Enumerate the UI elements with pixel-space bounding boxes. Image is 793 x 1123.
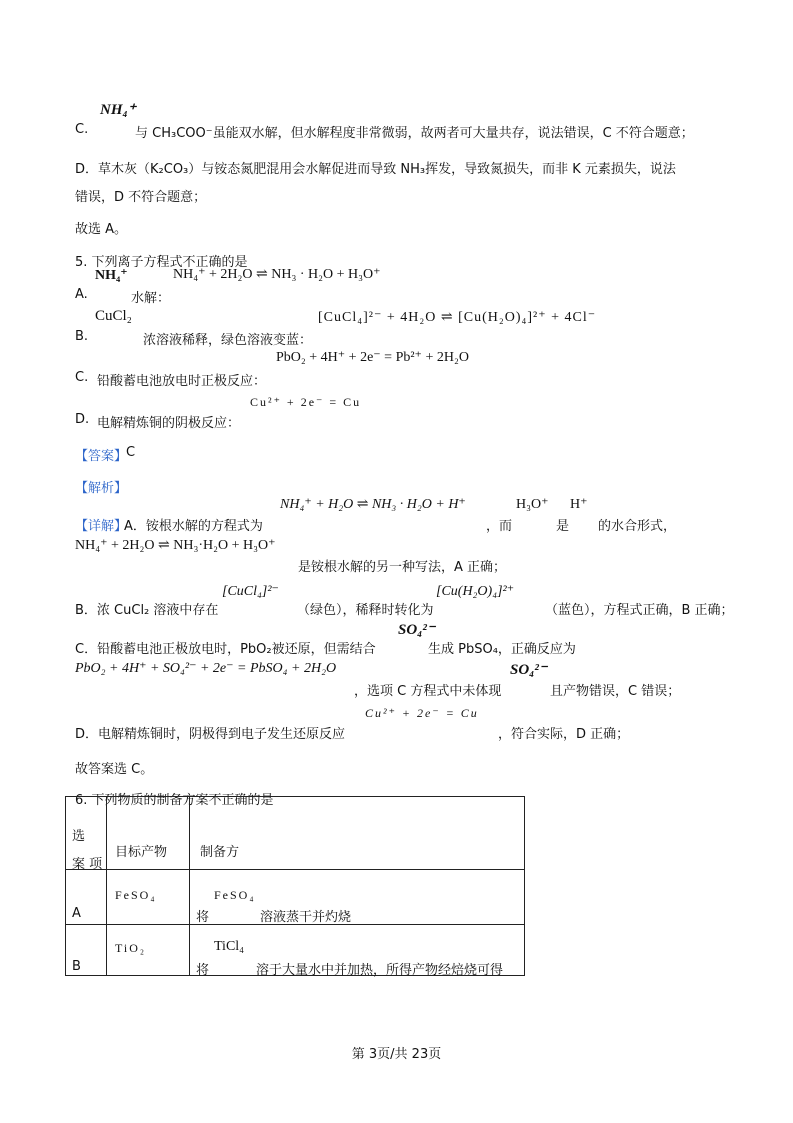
header-product-cell	[107, 797, 190, 870]
row-b-method-text: 溶于大量水中并加热，所得产物经焙烧可得	[256, 963, 504, 978]
item-c-text: 与 CH₃COO⁻虽能双水解，但水解程度非常微弱，故两者可大量共存，说法错误，C 不符合题意；	[135, 126, 694, 141]
header-product: 目标产物	[115, 845, 168, 860]
q5-b-text: 浓溶液稀释，绿色溶液变蓝：	[143, 333, 313, 348]
detail-a-equation2: NH₄⁺ + 2H₂O ⇌ NH₃·H₂O + H₃O⁺	[75, 538, 276, 553]
detail-c-so4: SO₄²⁻	[398, 622, 435, 638]
q5-conclusion: 故答案选 C。	[75, 762, 154, 777]
detail-d-equation: Cu²⁺ + 2e⁻ = Cu	[365, 706, 479, 720]
q5-c-text: 铅酸蓄电池放电时正极反应：	[97, 374, 267, 389]
item-d-line1: D．草木灰（K₂CO₃）与铵态氮肥混用会水解促进而导致 NH₃挥发，导致氮损失，而非 K 元素损失，说法	[75, 162, 676, 177]
item-d-line2: 错误，D 不符合题意；	[75, 190, 207, 205]
row-a-option: A	[72, 906, 81, 921]
header-option-cell	[66, 797, 107, 870]
row-b-option-cell	[66, 925, 107, 976]
item-c-label: C.	[75, 122, 89, 137]
table-header-row	[66, 797, 525, 870]
detail-b-ion1: [CuCl₄]²⁻	[222, 584, 279, 599]
detail-a-h3o: H₃O⁺	[516, 497, 549, 512]
detail-a-text4: 的水合形式，	[598, 519, 677, 534]
q5-d-equation: Cu²⁺ + 2e⁻ = Cu	[250, 395, 362, 409]
detail-d-text1: D．电解精炼铜时，阴极得到电子发生还原反应	[75, 727, 346, 742]
row-b-method-prefix: 将	[196, 963, 210, 978]
options-table	[65, 796, 525, 976]
row-b-reagent: TiCl₄	[214, 939, 245, 954]
detail-b-text2: （绿色），稀释时转化为	[297, 603, 434, 618]
q5-c-label: C.	[75, 370, 89, 385]
row-a-method-cell	[190, 870, 525, 925]
analysis-tag: 【解析】	[75, 481, 128, 496]
detail-d-text2: ，符合实际，D 正确；	[498, 727, 630, 742]
q5-b-ion: CuCl₂	[95, 308, 132, 324]
q5-a-text: 水解：	[131, 291, 171, 306]
detail-tag: 【详解】	[75, 519, 128, 534]
row-b-product-cell	[107, 925, 190, 976]
q6-title: 6. 下列物质的制备方案不正确的是	[75, 793, 274, 808]
row-a-method-text: 溶液蒸干并灼烧	[260, 910, 352, 925]
q5-c-equation: PbO₂ + 4H⁺ + 2e⁻ = Pb²⁺ + 2H₂O	[276, 350, 469, 365]
detail-a-text1: A．铵根水解的方程式为	[124, 519, 263, 534]
q5-d-text: 电解精炼铜的阴极反应：	[97, 416, 241, 431]
q5-title: 5. 下列离子方程式不正确的是	[75, 255, 248, 270]
detail-b-text1: B．浓 CuCl₂ 溶液中存在	[75, 603, 219, 618]
row-a-product-cell	[107, 870, 190, 925]
nh4-ion: NH₄⁺	[100, 102, 136, 118]
row-a-reagent: FeSO₄	[214, 888, 256, 902]
row-a-product: FeSO₄	[115, 888, 157, 902]
row-a-option-cell	[66, 870, 107, 925]
q5-a-ion: NH₄⁺	[95, 268, 128, 283]
header-method: 制备方	[200, 845, 240, 860]
detail-c-equation: PbO₂ + 4H⁺ + SO₄²⁻ + 2e⁻ = PbSO₄ + 2H₂O	[75, 661, 337, 676]
detail-c-text2: 生成 PbSO₄，正确反应为	[428, 642, 576, 657]
page-footer: 第 3页/共 23页	[351, 1047, 442, 1062]
detail-a-h: H⁺	[570, 497, 588, 512]
detail-a-equation1: NH₄⁺ + H₂O ⇌ NH₃ · H₂O + H⁺	[280, 497, 466, 512]
detail-c-text1: C．铅酸蓄电池正极放电时，PbO₂被还原，但需结合	[75, 642, 376, 657]
row-b-product: TiO₂	[115, 941, 147, 955]
detail-a-text3: 是	[556, 519, 570, 534]
prev-conclusion: 故选 A。	[75, 222, 128, 237]
q5-b-equation: [CuCl₄]²⁻ + 4H₂O ⇌ [Cu(H₂O)₄]²⁺ + 4Cl⁻	[318, 310, 597, 325]
q5-a-label: A.	[75, 287, 88, 302]
row-a-method-prefix: 将	[196, 910, 210, 925]
q5-d-label: D.	[75, 412, 90, 427]
row-b-option: B	[72, 959, 81, 974]
answer-value: C	[126, 445, 136, 460]
q5-a-equation: NH₄⁺ + 2H₂O ⇌ NH₃ · H₂O + H₃O⁺	[173, 267, 381, 282]
header-option-line2: 案 项	[72, 857, 103, 872]
detail-c-text4: 且产物错误，C 错误；	[550, 684, 681, 699]
detail-a-text5: 是铵根水解的另一种写法，A 正确；	[298, 560, 507, 575]
detail-b-ion2: [Cu(H₂O)₄]²⁺	[436, 584, 515, 599]
detail-b-text3: （蓝色），方程式正确，B 正确；	[545, 603, 734, 618]
header-option-line1: 选	[72, 829, 86, 844]
detail-c-text3: ，选项 C 方程式中未体现	[354, 684, 502, 699]
row-b-method-cell	[190, 925, 525, 976]
detail-c-so4-2: SO₄²⁻	[510, 662, 547, 678]
answer-tag: 【答案】	[75, 449, 128, 464]
table-row	[66, 925, 525, 976]
q5-b-label: B.	[75, 329, 89, 344]
header-method-cell	[190, 797, 525, 870]
detail-a-text2: ，而	[486, 519, 513, 534]
table-row	[66, 870, 525, 925]
